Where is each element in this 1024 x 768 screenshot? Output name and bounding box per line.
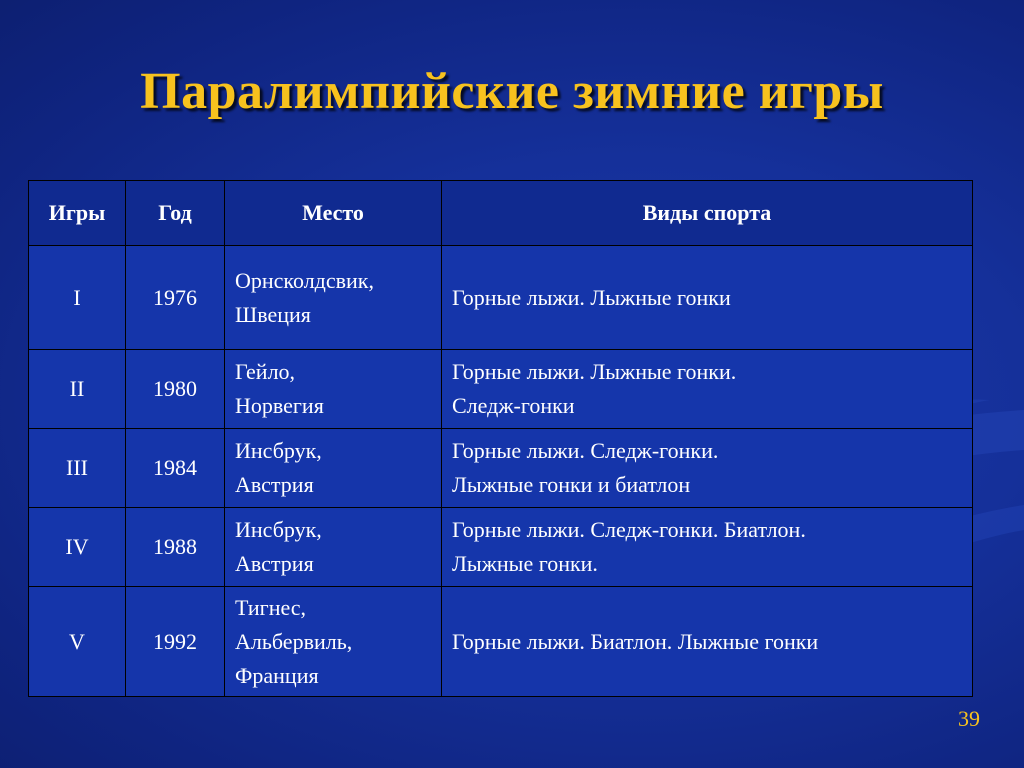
cell-year: 1976	[126, 246, 225, 350]
cell-sports	[442, 587, 973, 697]
cell-place	[225, 350, 442, 429]
place-line: Альбервиль,	[235, 628, 353, 654]
place-line: Тигнес,	[235, 594, 307, 620]
sports-line: Горные лыжи. Следж-гонки. Биатлон.	[452, 517, 806, 542]
paralympic-games-table	[28, 180, 973, 697]
table-row	[29, 587, 973, 697]
header-games: Игры	[29, 181, 126, 246]
cell-year: 1992	[126, 587, 225, 697]
cell-sports	[442, 350, 973, 429]
place-line: Инсбрук,	[235, 438, 322, 463]
cell-games: III	[29, 429, 126, 508]
cell-sports	[442, 429, 973, 508]
cell-year: 1988	[126, 508, 225, 587]
slide-title: Паралимпийские зимние игры	[140, 63, 884, 120]
place-line: Австрия	[235, 551, 314, 576]
place-line: Инсбрук,	[235, 517, 322, 542]
sports-line: Горные лыжи. Биатлон. Лыжные гонки	[452, 628, 819, 654]
sports-line: Горные лыжи. Лыжные гонки.	[452, 359, 737, 384]
place-line: Франция	[235, 662, 319, 688]
table-row	[29, 246, 973, 350]
place-line: Норвегия	[235, 393, 324, 418]
cell-sports	[442, 246, 973, 350]
cell-games: II	[29, 350, 126, 429]
sports-line: Лыжные гонки.	[452, 551, 598, 576]
header-year: Год	[126, 181, 225, 246]
cell-place	[225, 587, 442, 697]
cell-games: I	[29, 246, 126, 350]
cell-games: IV	[29, 508, 126, 587]
sports-line: Лыжные гонки и биатлон	[452, 472, 691, 497]
cell-sports	[442, 508, 973, 587]
place-line: Австрия	[235, 472, 314, 497]
cell-place	[225, 429, 442, 508]
cell-place	[225, 246, 442, 350]
place-line: Швеция	[235, 301, 311, 327]
sports-line: Горные лыжи. Лыжные гонки	[452, 284, 731, 310]
place-line: Орнсколдсвик,	[235, 267, 374, 293]
header-sports: Виды спорта	[442, 181, 973, 246]
sports-line: Горные лыжи. Следж-гонки.	[452, 438, 719, 463]
sports-line: Следж-гонки	[452, 393, 575, 418]
place-line: Гейло,	[235, 359, 296, 384]
cell-games: V	[29, 587, 126, 697]
table-row	[29, 350, 973, 429]
table-row	[29, 429, 973, 508]
header-place: Место	[225, 181, 442, 246]
page-number: 39	[958, 706, 980, 731]
cell-place	[225, 508, 442, 587]
cell-year: 1980	[126, 350, 225, 429]
table-row	[29, 508, 973, 587]
cell-year: 1984	[126, 429, 225, 508]
table-header-row	[29, 181, 973, 246]
